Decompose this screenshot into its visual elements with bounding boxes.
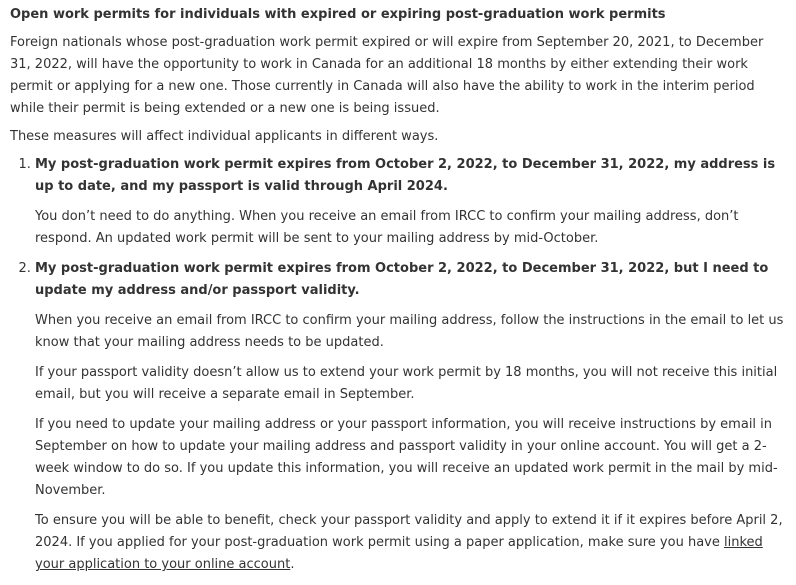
section-title: Open work permits for individuals with expired or expiring post-graduation work permits [10, 7, 666, 22]
item-paragraph-tail: . [290, 557, 295, 572]
item-paragraph-text: To ensure you will be able to benefit, check your passport validity and apply to extend it if it expires before April 2, 2024. If you applied for your post-graduation work permit using a paper application, make sure you have [35, 513, 783, 550]
lead-paragraph: These measures will affect individual applicants in different ways. [10, 129, 439, 144]
item-body [35, 206, 786, 250]
item-heading: 2. My post-graduation work permit expires from October 2, 2022, to December 31, 2022, but I need to update my address and/or passport validity. [35, 261, 769, 298]
item-paragraph: If your passport validity doesn’t allow us to extend your work permit by 18 months, you will not receive this initial email, but you will receive a separate email in September. [35, 365, 778, 402]
item-body [35, 310, 786, 576]
item-paragraph-with-link [35, 510, 786, 576]
linked-application-link[interactable]: linked your application to your online account [35, 535, 763, 572]
item-heading: 1. My post-graduation work permit expires from October 2, 2022, to December 31, 2022, my address is up to date, and my passport is valid through April 2024. [35, 157, 776, 194]
intro-paragraph: Foreign nationals whose post-graduation work permit expired or will expire from September 20, 2021, to December 31, 2022, will have the opportunity to work in Canada for an additional 18 months by either extending their work permit or applying for a new one. Those currently in Canada will also have the ability to work in the interim period while their permit is being extended or a new one is being issued. [10, 35, 764, 116]
measures-list [10, 154, 786, 576]
item-paragraph: If you need to update your mailing address or your passport information, you will receive instructions by email in September on how to update your mailing address and passport validity in your online account. You will get a 2-week window to do so. If you update this information, you will receive an updated work permit in the mail by mid-November. [35, 417, 778, 498]
item-paragraph: You don’t need to do anything. When you receive an email from IRCC to confirm your mailing address, don’t respond. An updated work permit will be sent to your mailing address by mid-October. [35, 209, 739, 246]
list-item [35, 258, 786, 576]
list-item [35, 154, 786, 250]
item-paragraph: When you receive an email from IRCC to confirm your mailing address, follow the instructions in the email to let us know that your mailing address needs to be updated. [35, 313, 784, 350]
